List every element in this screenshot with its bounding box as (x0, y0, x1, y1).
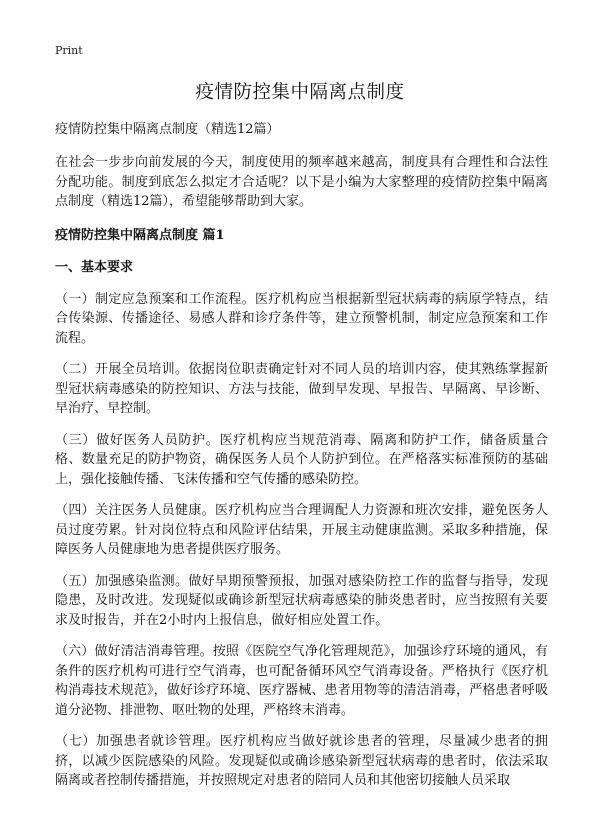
document-body (55, 120, 548, 803)
paragraph-6: （六）做好清洁消毒管理。按照《医院空气净化管理规范》，加强诊疗环境的通风，有条件的医疗机构可进行空气消毒，也可配备循环风空气消毒设备。严格执行《医疗机构消毒技术规范》，做好诊疗环境、医疗器械、患者用物等的清洁消毒，严格患者呼吸道分泌物、排泄物、呕吐物的处理，严格终末消毒。 (55, 644, 548, 718)
print-label: Print (55, 44, 83, 57)
chapter-heading: 疫情防控集中隔离点制度 篇1 (55, 227, 225, 243)
section-heading: 一、基本要求 (55, 259, 134, 275)
document-subtitle: 疫情防控集中隔离点制度（精选12篇） (55, 122, 280, 137)
paragraph-5: （五）加强感染监测。做好早期预警预报，加强对感染防控工作的监督与指导，发现隐患，及时改进。发现疑似或确诊新型冠状病毒感染的肺炎患者时，应当按照有关要求及时报告，并在2小时内上报信息，做好相应处置工作。 (55, 573, 548, 628)
document-title: 疫情防控集中隔离点制度 (195, 82, 405, 103)
paragraph-3: （三）做好医务人员防护。医疗机构应当规范消毒、隔离和防护工作，储备质量合格、数量充足的防护物资，确保医务人员个人防护到位。在严格落实标准预防的基础上，强化接触传播、飞沫传播和空气传播的感染防控。 (55, 432, 548, 487)
intro-paragraph: 在社会一步步向前发展的今天，制度使用的频率越来越高，制度具有合理性和合法性分配功能。制度到底怎么拟定才合适呢？以下是小编为大家整理的疫情防控集中隔离点制度（精选12篇），希望能够帮助到大家。 (55, 155, 548, 209)
paragraph-4: （四）关注医务人员健康。医疗机构应当合理调配人力资源和班次安排，避免医务人员过度劳累。针对岗位特点和风险评估结果，开展主动健康监测。采取多种措施，保障医务人员健康地为患者提供医疗服务。 (55, 503, 548, 557)
paragraph-2: （二）开展全员培训。依据岗位职责确定针对不同人员的培训内容，使其熟练掌握新型冠状病毒感染的防控知识、方法与技能，做到早发现、早报告、早隔离、早诊断、早治疗、早控制。 (55, 362, 548, 416)
paragraph-7: （七）加强患者就诊管理。医疗机构应当做好就诊患者的管理，尽量减少患者的拥挤，以减少医院感染的风险。发现疑似或确诊感染新型冠状病毒的患者时，依法采取隔离或者控制传播措施，并按照规定对患者的陪同人员和其他密切接触人员采取 (55, 734, 548, 788)
paragraph-1: （一）制定应急预案和工作流程。医疗机构应当根据新型冠状病毒的病原学特点，结合传染源、传播途径、易感人群和诊疗条件等，建立预警机制，制定应急预案和工作流程。 (55, 291, 548, 346)
